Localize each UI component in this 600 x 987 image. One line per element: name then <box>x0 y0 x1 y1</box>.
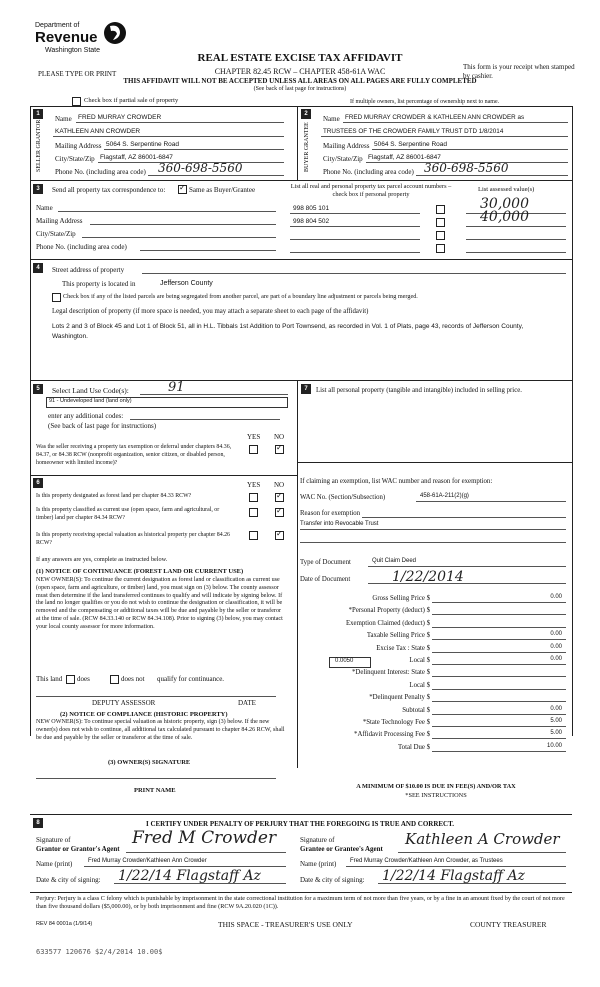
form-warning: THIS AFFIDAVIT WILL NOT BE ACCEPTED UNLESS ALL AREAS ON ALL PAGES ARE FULLY COMPLETED <box>123 77 477 85</box>
fee-row-line <box>432 738 566 739</box>
account-3-personal-checkbox[interactable] <box>436 231 445 240</box>
buyer-name1: FRED MURRAY CROWDER & KATHLEEN ANN CROWDER as <box>345 114 525 121</box>
fee-row-line <box>432 639 566 640</box>
s5-see-back: (See back of last page for instructions) <box>48 422 157 430</box>
account-2: 998 804 502 <box>293 218 330 225</box>
print-name-label: PRINT NAME <box>134 787 176 794</box>
fee-row-value: 0.00 <box>550 656 562 662</box>
s3-city-label: City/State/Zip <box>36 230 76 238</box>
fee-row-line <box>432 751 566 752</box>
compliance-title: (2) NOTICE OF COMPLIANCE (HISTORIC PROPERTY) <box>60 711 228 718</box>
legal-description: Lots 2 and 3 of Block 45 and Lot 1 of Block 51, all in H.L. Tibbals 1st Addition to Port Townsend, as recorded in Vol. 1 of Plats, page 43, records of Jefferson County, Washington. <box>52 323 524 340</box>
assessed-header: List assessed value(s) <box>478 186 535 193</box>
grantee-signature[interactable]: Kathleen A Crowder <box>405 830 560 848</box>
fee-row-label: Gross Selling Price $ <box>372 595 430 602</box>
form-chapters: CHAPTER 82.45 RCW – CHAPTER 458-61A WAC <box>214 67 386 76</box>
street-address-label: Street address of property <box>52 266 125 274</box>
grantor-sig-label2: Grantor or Grantor's Agent <box>36 845 120 853</box>
section-7-number: 7 <box>301 384 311 394</box>
account-1-personal-checkbox[interactable] <box>436 205 445 214</box>
buyer-city-label: City/State/Zip <box>323 155 363 163</box>
doc-date-value: 1/22/2014 <box>392 569 464 585</box>
doc-type-label: Type of Document <box>300 559 351 566</box>
reason-label: Reason for exemption <box>300 510 361 517</box>
minimum-note: A MINIMUM OF $10.00 IS DUE IN FEE(S) AND/OR TAX <box>356 783 516 790</box>
exemption-label: If claiming an exemption, list WAC number and reason for exemption: <box>300 478 493 485</box>
revenue-seal-icon <box>103 20 127 46</box>
s5-yes-header: YES <box>247 433 261 441</box>
fee-row-label: *Delinquent Penalty $ <box>369 694 430 701</box>
buyer-name-label: Name <box>323 115 340 123</box>
seller-phone: 360-698-5560 <box>158 161 243 175</box>
s5-q1-no-checkbox[interactable] <box>275 445 284 454</box>
local-rate: 0.0050 <box>335 658 354 664</box>
doc-type-value: Quit Claim Deed <box>372 558 417 564</box>
fee-row-line <box>432 614 566 615</box>
doc-date-label: Date of Document <box>300 576 351 583</box>
grantee-date-city: 1/22/14 Flagstaff Az <box>382 868 525 884</box>
treasurer-stamp: 633577 120676 $2/4/2014 10.00$ <box>36 948 163 956</box>
grantor-date-label: Date & city of signing: <box>36 876 101 884</box>
fee-row-label: Exemption Claimed (deduct) $ <box>346 620 430 627</box>
seller-name-label: Name <box>55 115 72 123</box>
personal-property-label: List all personal property (tangible and intangible) included in selling price. <box>316 387 522 394</box>
section-3-number: 3 <box>33 184 43 194</box>
fee-row-value: 0.00 <box>550 594 562 600</box>
s3-name-label: Name <box>36 204 53 212</box>
form-title: REAL ESTATE EXCISE TAX AFFIDAVIT <box>197 52 403 64</box>
fee-row-label: *Personal Property (deduct) $ <box>348 607 430 614</box>
accounts-header: List all real and personal property tax parcel account numbers – check box if personal property <box>290 183 452 198</box>
buyer-name2: TRUSTEES OF THE CROWDER FAMILY TRUST DTD 1/8/2014 <box>323 128 504 135</box>
segregated-checkbox[interactable] <box>52 293 61 302</box>
s3-mailing-label: Mailing Address <box>36 217 83 225</box>
seller-mailing: 5064 S. Serpentine Road <box>106 141 179 148</box>
s6-q1-yes-checkbox[interactable] <box>249 493 258 502</box>
does-not-checkbox[interactable] <box>110 675 119 684</box>
fee-row-line <box>432 664 566 665</box>
grantor-sig-label1: Signature of <box>36 836 71 844</box>
certify-statement: I CERTIFY UNDER PENALTY OF PERJURY THAT THE FOREGOING IS TRUE AND CORRECT. <box>145 820 454 828</box>
fee-row-line <box>432 676 566 677</box>
county: Jefferson County <box>160 280 213 287</box>
grantor-name-label: Name (print) <box>36 860 73 868</box>
account-1: 998 805 101 <box>293 205 330 212</box>
section-8-number: 8 <box>33 818 43 828</box>
s6-yes-header: YES <box>247 481 261 489</box>
fee-row-label: Total Due $ <box>398 744 430 751</box>
same-as-buyer-label: Same as Buyer/Grantee <box>189 186 256 194</box>
grantee-sig-label1: Signature of <box>300 836 335 844</box>
does-label: does <box>77 675 90 683</box>
reason-value: Transfer into Revocable Trust <box>300 521 379 527</box>
s5-q1-yes-checkbox[interactable] <box>249 445 258 454</box>
additional-codes-label: enter any additional codes: <box>48 412 124 420</box>
multiple-owners-note: If multiple owners, list percentage of ownership next to name. <box>350 99 500 105</box>
dept-line3: Washington State <box>45 47 100 54</box>
qualify-label: qualify for continuance. <box>157 675 225 683</box>
treasurer-space: THIS SPACE - TREASURER'S USE ONLY <box>218 920 353 929</box>
s6-q1-no-checkbox[interactable] <box>275 493 284 502</box>
buyer-mailing-label: Mailing Address <box>323 142 370 150</box>
section-6-number: 6 <box>33 478 43 488</box>
section-4-number: 4 <box>33 263 43 273</box>
grantor-date-city: 1/22/14 Flagstaff Az <box>118 868 261 884</box>
land-use-code: 91 <box>168 380 185 395</box>
does-not-label: does not <box>121 675 145 683</box>
same-as-buyer-checkbox[interactable] <box>178 185 187 194</box>
fee-row-line <box>432 652 566 653</box>
account-2-personal-checkbox[interactable] <box>436 218 445 227</box>
grantor-name: Fred Murray Crowder/Kathleen Ann Crowder <box>88 858 207 864</box>
located-in-label: This property is located in <box>62 280 136 288</box>
fee-row-value: 0.00 <box>550 706 562 712</box>
seller-name1: FRED MURRAY CROWDER <box>78 114 162 121</box>
fee-row-value: 0.00 <box>550 631 562 637</box>
see-instructions: *SEE INSTRUCTIONS <box>405 792 467 799</box>
buyer-phone-label: Phone No. (including area code) <box>323 168 414 176</box>
deputy-assessor-label: DEPUTY ASSESSOR <box>92 699 156 707</box>
owner-signature-label: (3) OWNER(S) SIGNATURE <box>108 759 191 766</box>
fee-row-line <box>432 689 566 690</box>
fee-row-label: *Delinquent Interest: State $ <box>352 669 430 676</box>
assessed-1: 30,000 <box>480 196 529 212</box>
partial-sale-checkbox[interactable] <box>72 97 81 106</box>
does-checkbox[interactable] <box>66 675 75 684</box>
continuance-title: (1) NOTICE OF CONTINUANCE (FOREST LAND OR CURRENT USE) <box>36 568 244 575</box>
fee-row-value: 5.00 <box>550 730 562 736</box>
wac-value: 458-61A-211(2)(g) <box>420 493 469 499</box>
section-2-number: 2 <box>301 109 311 119</box>
perjury-notice: Perjury: Perjury is a class C felony which is punishable by imprisonment in the state correctional institution for a maximum term of not more than five years, or by a fine in an amount fixed by the court of not more than five thousand dollars ($5,000.00), or by both imprisonment and fine (RCW 9A.20.020 (1C)). <box>36 895 565 910</box>
grantor-signature[interactable]: Fred M Crowder <box>132 828 277 848</box>
form-number: REV 84 0001a (1/9/14) <box>36 921 93 927</box>
buyer-mailing: 5064 S. Serpentine Road <box>374 141 447 148</box>
fee-row-label: Taxable Selling Price $ <box>366 632 430 639</box>
fee-row-value: 0.00 <box>550 644 562 650</box>
fee-row-label: *Affidavit Processing Fee $ <box>354 731 430 738</box>
land-use-desc[interactable]: 91 - Undeveloped land (land only) <box>49 398 132 404</box>
s6-q3-no-checkbox[interactable] <box>275 531 284 540</box>
fee-row-line <box>432 701 566 702</box>
s6-q3-yes-checkbox[interactable] <box>249 531 258 540</box>
s3-phone-label: Phone No. (including area code) <box>36 243 127 251</box>
fee-row-line <box>432 602 566 603</box>
send-correspondence-label: Send all property tax correspondence to: <box>52 186 166 194</box>
s6-question-3: Is this property receiving special valuation as historical property per chapter 84.26 RCW? <box>36 532 230 546</box>
seller-phone-label: Phone No. (including area code) <box>55 168 146 176</box>
fee-row-value: 5.00 <box>550 718 562 724</box>
section-1-number: 1 <box>33 109 43 119</box>
section-5-number: 5 <box>33 384 43 394</box>
seller-side-label: SELLER GRANTOR <box>36 119 42 172</box>
fee-row-line <box>432 714 566 715</box>
buyer-side-label: BUYER GRANTEE <box>304 122 310 172</box>
logo <box>35 20 135 62</box>
buyer-phone: 360-698-5560 <box>424 161 509 175</box>
please-type: PLEASE TYPE OR PRINT <box>38 70 117 78</box>
fee-row-label: Excise Tax : State $ <box>376 645 430 652</box>
fee-row-label: Subtotal $ <box>402 707 430 714</box>
s5-no-header: NO <box>274 433 285 441</box>
see-back-note: (See back of last page for instructions) <box>253 86 347 92</box>
buyer-city: Flagstaff, AZ 86001-6847 <box>368 154 441 161</box>
grantee-name: Fred Murray Crowder/Kathleen Ann Crowder, as Trustees <box>350 858 503 864</box>
s6-date-label: DATE <box>238 699 256 707</box>
seller-name2: KATHLEEN ANN CROWDER <box>55 128 141 135</box>
s6-no-header: NO <box>274 481 285 489</box>
continuance-text: NEW OWNER(S): To continue the current designation as forest land or classification as current use (open space, farm and agriculture, or timber) land, you must sign on (3) below. The county assessor must then determine if the land transferred continues to qualify and will indicate by signing below. If the land no longer qualifies or you do not wish to continue the designation or classification, it will be removed and the compensating or additional taxes will be due and payable by the seller or transferor at the time of sale. (RCW 84.33.140 or RCW 84.34.108). Prior to signing (3) below, you may contact your local county assessor for more information. <box>36 577 283 630</box>
s6-question-1: Is this property designated as forest land per chapter 84.33 RCW? <box>36 493 192 499</box>
segregated-label: Check box if any of the listed parcels are being segregated from another parcel, are part of a boundary line adjustment or parcels being merged. <box>63 293 418 300</box>
s5-question-1: Was the seller receiving a property tax exemption or deferral under chapters 84.36, 84.37, or 84.38 RCW (nonprofit organization, senior citizen, or disabled person, homeowner with limited income)? <box>36 444 232 466</box>
s6-if-yes: If any answers are yes, complete as instructed below. <box>36 556 168 563</box>
wac-label: WAC No. (Section/Subsection) <box>300 494 386 501</box>
assessed-2: 40,000 <box>480 209 529 225</box>
compliance-text: NEW OWNER(S): To continue special valuation as historic property, sign (3) below. If the new owner(s) does not wish to continue, all additional tax calculated pursuant to chapter 84.26 RCW, shall be due and payable by the seller or transferor at the time of sale. <box>36 719 285 741</box>
fee-row-label: *State Technology Fee $ <box>362 719 430 726</box>
grantee-date-label: Date & city of signing: <box>300 876 365 884</box>
fee-row-label: Local $ <box>409 682 430 689</box>
fee-row-line <box>432 627 566 628</box>
account-4-personal-checkbox[interactable] <box>436 244 445 253</box>
grantee-sig-label2: Grantee or Grantee's Agent <box>300 845 383 853</box>
grantee-name-label: Name (print) <box>300 860 337 868</box>
seller-city-label: City/State/Zip <box>55 155 95 163</box>
seller-mailing-label: Mailing Address <box>55 142 102 150</box>
dept-line2: Revenue <box>35 29 98 46</box>
s6-question-2: Is this property classified as current use (open space, farm and agricultural, or timber) land per chapter 84.34 RCW? <box>36 507 220 521</box>
receipt-note: This form is your receipt when stamped by cashier. <box>463 63 575 80</box>
this-land-label: This land <box>36 675 63 683</box>
partial-sale-label: Check box if partial sale of property <box>84 97 179 104</box>
s6-q2-yes-checkbox[interactable] <box>249 508 258 517</box>
fee-row-line <box>432 726 566 727</box>
seller-city: Flagstaff, AZ 86001-6847 <box>100 154 173 161</box>
s6-q2-no-checkbox[interactable] <box>275 508 284 517</box>
fee-row-label: Local $ <box>409 657 430 664</box>
fee-row-value: 10.00 <box>546 743 562 749</box>
county-treasurer: COUNTY TREASURER <box>470 920 547 929</box>
legal-description-label: Legal description of property (if more space is needed, you may attach a separate sheet to each page of the affidavit) <box>52 308 369 315</box>
dept-line1: Department of <box>35 22 80 29</box>
land-use-label: Select Land Use Code(s): <box>52 386 129 395</box>
